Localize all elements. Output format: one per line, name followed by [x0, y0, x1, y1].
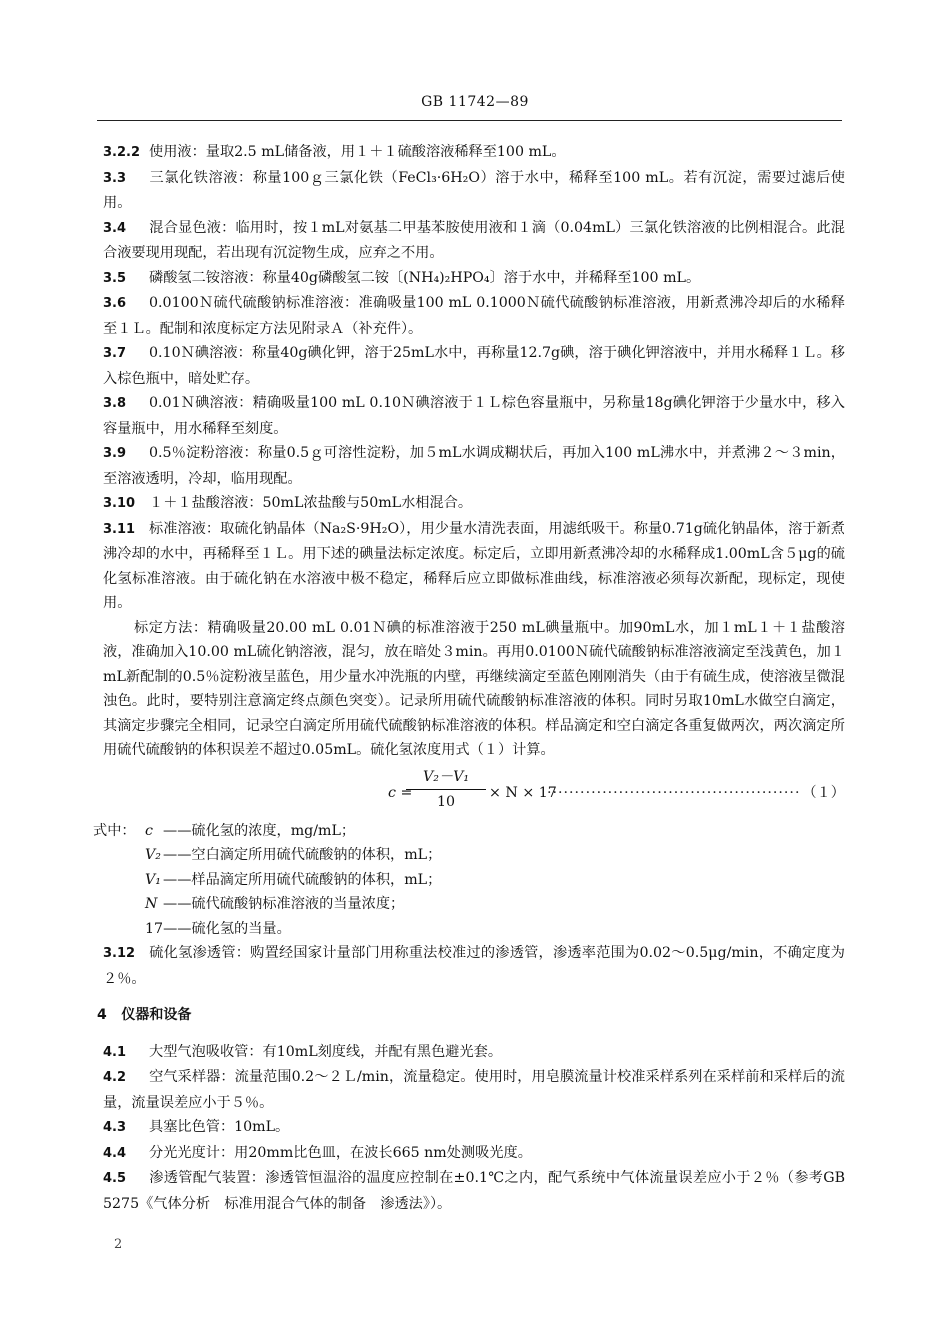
formula-legend-row	[103, 917, 845, 942]
item-text: 0.0100Ｎ硫代硫酸钠标准溶液：准确吸量100 mL 0.1000Ｎ硫代硫酸钠标准溶液，用新煮沸冷却后的水稀释至１Ｌ。配制和浓度标定方法见附录Ａ（补充件）。	[103, 295, 845, 337]
legend-symbol: V₁	[145, 871, 161, 888]
item-text: 具塞比色管：10mL。	[149, 1119, 290, 1135]
item-number: 3.5	[103, 270, 127, 286]
item-4-2	[103, 1065, 845, 1115]
item-text: 0.10Ｎ碘溶液：称量40g碘化钾，溶于25mL水中，再称量12.7g碘，溶于碘化钾溶液中，并用水稀释１Ｌ。移入棕色瓶中，暗处贮存。	[103, 345, 845, 387]
item-text: 渗透管配气装置：渗透管恒温浴的温度应控制在±0.1℃之内，配气系统中气体流量误差应小于２％（参考GB 5275《气体分析 标准用混合气体的制备 渗透法》）。	[103, 1170, 845, 1212]
item-3-6	[103, 291, 845, 341]
item-4-1	[103, 1040, 845, 1066]
item-text: １＋１盐酸溶液：50mL浓盐酸与50mL水相混合。	[149, 495, 473, 511]
item-3-10	[103, 491, 845, 517]
item-4-4	[103, 1141, 845, 1167]
item-number: 3.8	[103, 396, 127, 411]
item-4-5	[103, 1166, 845, 1216]
item-3-11	[103, 517, 845, 616]
legend-description: ——硫化氢的浓度，mg/mL；	[163, 822, 356, 839]
item-text: 大型气泡吸收管：有10mL刻度线，并配有黑色避光套。	[149, 1043, 503, 1060]
section-title: 仪器和设备	[121, 1007, 192, 1023]
item-number: 3.12	[103, 946, 136, 961]
item-text: 磷酸氢二铵溶液：称量40g磷酸氢二铵〔(NH₄)₂HPO₄〕溶于水中，并稀释至100 mL。	[149, 269, 701, 286]
item-text: 混合显色液：临用时，按１mL对氨基二甲基苯胺使用液和１滴（0.04mL）三氯化铁溶液的比例相混合。此混合液要现用现配，若出现有沉淀物生成，应弃之不用。	[103, 219, 845, 261]
item-text: 空气采样器：流量范围0.2～２Ｌ/min，流量稳定。使用时，用皂膜流量计校准采样系列在采样前和采样后的流量，流量误差应小于５％。	[103, 1069, 845, 1111]
item-text: 分光光度计：用20mm比色皿，在波长665 nm处测吸光度。	[149, 1144, 532, 1161]
legend-symbol: 17	[145, 920, 164, 937]
calibration-paragraph: 标定方法：精确吸量20.00 mL 0.01Ｎ碘的标准溶液于250 mL碘量瓶中。加90mL水，加１mL１＋１盐酸溶液，准确加入10.00 mL硫化钠溶液，混匀，放在暗处３min。再用0.0100Ｎ硫代硫酸钠标准溶液滴定至浅黄色，加１mL新配制的0.5％淀粉液呈蓝色，用少量水冲洗瓶的内壁，再继续滴定至蓝色刚刚消失（由于有硫生成，使溶液呈微混浊色。此时，要特别注意滴定终点颜色突变）。记录所用硫代硫酸钠标准溶液的体积。同时另取10mL水做空白滴定，其滴定步骤完全相同，记录空白滴定所用硫代硫酸钠标准溶液的体积。样品滴定和空白滴定各重复做两次，两次滴定所用硫代硫酸钠的体积误差不超过0.05mL。硫化氢浓度用式（１）计算。	[103, 619, 845, 758]
item-3-7	[103, 341, 845, 391]
item-number: 4.2	[103, 1070, 127, 1085]
legend-description: ——硫代硫酸钠标准溶液的当量浓度；	[163, 896, 405, 912]
item-number: 4.4	[103, 1145, 127, 1161]
formula-rest: × N × 17	[489, 784, 557, 801]
item-number: 3.6	[103, 296, 127, 311]
section-3-items	[103, 140, 845, 616]
item-number: 3.4	[103, 220, 127, 236]
item-text: 标准溶液：取硫化钠晶体（Na₂S·9H₂O），用少量水清洗表面，用滤纸吸干。称量0.71g硫化钠晶体，溶于新煮沸冷却的水中，再稀释至１Ｌ。用下述的碘量法标定浓度。标定后，立即用新煮沸冷却的水稀释成1.00mL含５μg的硫化氢标准溶液。由于硫化钠在水溶液中极不稳定，稀释后应立即做标准曲线，标准溶液必须每次新配，现标定，现使用。	[103, 520, 845, 611]
legend-description: ——空白滴定所用硫代硫酸钠的体积，mL；	[163, 847, 442, 863]
formula-legend-row	[103, 843, 845, 868]
formula-legend-row	[103, 868, 845, 893]
formula-legend-rows	[93, 819, 845, 942]
formula-legend	[93, 819, 845, 942]
item-text: 三氯化铁溶液：称量100ｇ三氯化铁（FeCl₃·6H₂O）溶于水中，稀释至100 mL。若有沉淀，需要过滤后使用。	[103, 169, 845, 211]
formula-numerator: V₂－V₁	[406, 765, 486, 790]
item-3-4	[103, 216, 845, 266]
legend-symbol: c	[145, 822, 153, 839]
legend-description: ——样品滴定所用硫代硫酸钠的体积，mL；	[163, 871, 442, 888]
formula-legend-lead: 式中：	[93, 822, 136, 839]
item-number: 3.2.2	[103, 145, 141, 160]
formula-legend-row	[103, 892, 845, 917]
item-text: 0.01Ｎ碘溶液：精确吸量100 mL 0.10Ｎ碘溶液于１Ｌ棕色容量瓶中，另称量18g碘化钾溶于少量水中，移入容量瓶中，用水稀释至刻度。	[103, 395, 845, 437]
item-text: 使用液：量取2.5 mL储备液，用１＋１硫酸溶液稀释至100 mL。	[149, 144, 566, 160]
item-3-3	[103, 166, 845, 216]
item-4-3	[103, 1115, 845, 1141]
formula-lhs: c =	[388, 784, 413, 801]
page-number: 2	[114, 1237, 123, 1252]
header-rule	[97, 120, 842, 121]
item-3-9	[103, 441, 845, 491]
section-4-heading	[97, 1003, 845, 1028]
item-3-12	[103, 941, 845, 991]
formula-legend-row	[93, 819, 845, 844]
item-3-2-2	[103, 140, 845, 166]
item-number: 4.3	[103, 1120, 127, 1135]
item-number: 4.1	[103, 1044, 127, 1060]
item-number: 4.5	[103, 1171, 127, 1186]
item-text: 硫化氢渗透管：购置经国家计量部门用称重法校准过的渗透管，渗透率范围为0.02～0.5μg/min，不确定度为２％。	[103, 945, 845, 987]
formula-denominator: 10	[436, 793, 456, 810]
formula-1	[103, 765, 845, 819]
item-number: 3.3	[103, 170, 127, 186]
item-number: 3.11	[103, 521, 136, 537]
page-header: GB 11742—89	[421, 94, 529, 110]
item-3-5	[103, 266, 845, 292]
section-4-items	[103, 1040, 845, 1217]
formula-number: （１）	[802, 784, 845, 801]
legend-symbol: N	[145, 896, 158, 912]
item-number: 3.7	[103, 346, 127, 361]
item-text: 0.5％淀粉溶液：称量0.5ｇ可溶性淀粉，加５mL水调成糊状后，再加入100 mL沸水中，并煮沸２～３min，至溶液透明，冷却，临用现配。	[103, 445, 845, 487]
item-number: 3.10	[103, 496, 136, 511]
legend-symbol: V₂	[145, 847, 161, 863]
formula-fraction	[406, 765, 486, 814]
page-content	[93, 140, 845, 1216]
formula-leader-dots: ··············································	[547, 784, 801, 801]
item-3-8	[103, 391, 845, 441]
legend-description: ——硫化氢的当量。	[163, 920, 291, 937]
item-number: 3.9	[103, 446, 127, 461]
section-number: 4	[97, 1007, 107, 1023]
